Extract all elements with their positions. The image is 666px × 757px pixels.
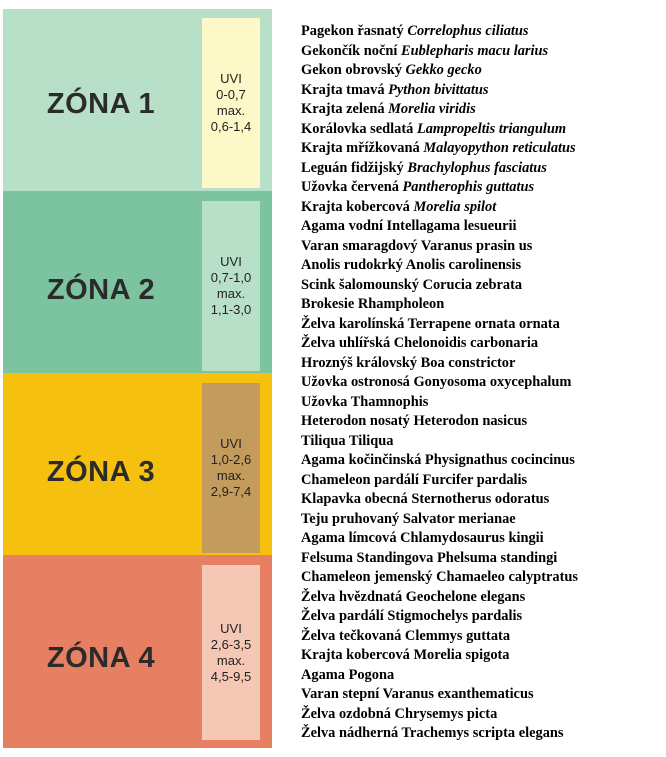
species-common-name: Klapavka obecná Sternotherus odoratus <box>301 491 550 507</box>
species-row <box>301 451 661 471</box>
species-common-name: Krajta mřížkovaná <box>301 140 424 156</box>
species-row <box>301 510 661 530</box>
species-common-name: Krajta kobercová Morelia spigota <box>301 647 510 663</box>
species-row <box>301 276 661 296</box>
species-common-name: Varan smaragdový Varanus prasin us <box>301 237 533 254</box>
species-row <box>301 724 661 744</box>
species-row <box>301 685 661 705</box>
species-row <box>301 666 661 686</box>
species-row <box>301 354 661 374</box>
species-row <box>301 490 661 510</box>
zone-4-uvi-label: UVI <box>220 620 242 636</box>
zone-1-uvi-label: UVI <box>220 71 242 86</box>
species-common-name: Krajta zelená <box>301 101 389 117</box>
species-common-name: Želva uhlířská Chelonoidis carbonaria <box>301 335 539 351</box>
species-row <box>301 22 661 42</box>
uv-zones-column <box>3 9 272 748</box>
species-row <box>301 256 661 276</box>
species-common-name: Agama Pogona <box>301 666 395 683</box>
species-common-name: Heterodon nosatý Heterodon nasicus <box>301 413 528 429</box>
species-row <box>301 568 661 588</box>
species-common-name: Užovka ostronosá Gonyosoma oxycephalum <box>301 374 572 390</box>
zone-4-title: ZÓNA 4 <box>46 642 156 674</box>
species-row <box>301 237 661 257</box>
species-common-name: Krajta tmavá <box>301 81 389 98</box>
species-common-name: Brokesie Rhampholeon <box>301 296 445 312</box>
zone-3-max-range: 2,9-7,4 <box>210 484 252 499</box>
zone-1-band <box>3 9 272 191</box>
species-row <box>301 159 661 179</box>
species-common-name: Korálovka sedlatá <box>301 120 417 137</box>
species-row <box>301 100 661 120</box>
species-list <box>301 22 661 744</box>
zone-1-uvi-box <box>202 18 260 188</box>
zone-1-title: ZÓNA 1 <box>46 88 156 120</box>
species-row <box>301 139 661 159</box>
species-row <box>301 412 661 432</box>
species-scientific-name: Lampropeltis triangulum <box>416 120 567 137</box>
zone-4-band <box>3 555 272 748</box>
species-scientific-name: Morelia spilot <box>413 198 497 215</box>
species-common-name: Pagekon řasnatý <box>301 23 408 39</box>
zone-2-max-range: 1,1-3,0 <box>210 302 252 317</box>
zone-3-uvi-box <box>202 383 260 553</box>
species-row <box>301 178 661 198</box>
species-common-name: Užovka Thamnophis <box>301 393 429 410</box>
species-row <box>301 471 661 491</box>
zone-4-uvi-box <box>202 565 260 740</box>
species-row <box>301 120 661 140</box>
species-row <box>301 217 661 237</box>
species-row <box>301 646 661 666</box>
zone-2-band <box>3 191 272 373</box>
species-scientific-name: Malayopython reticulatus <box>423 140 576 156</box>
zone-3-title: ZÓNA 3 <box>46 456 156 488</box>
zone-4-max-range: 4,5-9,5 <box>210 668 252 684</box>
species-common-name: Agama límcová Chlamydosaurus kingii <box>301 530 544 546</box>
species-common-name: Želva tečkovaná Clemmys guttata <box>301 627 511 644</box>
species-row <box>301 373 661 393</box>
species-row <box>301 627 661 647</box>
species-common-name: Užovka červená <box>301 179 403 195</box>
species-common-name: Teju pruhovaný Salvator merianae <box>301 510 516 527</box>
species-row <box>301 334 661 354</box>
zone-4-uvi-range: 2,6-3,5 <box>210 636 252 652</box>
species-common-name: Krajta kobercová <box>301 198 414 215</box>
species-row <box>301 42 661 62</box>
zone-1-max-range: 0,6-1,4 <box>210 119 252 134</box>
species-common-name: Scink šalomounský Corucia zebrata <box>301 276 523 293</box>
zone-1-max-label: max. <box>216 103 246 118</box>
zone-3-max-label: max. <box>216 468 246 483</box>
species-common-name: Anolis rudokrký Anolis carolinensis <box>301 257 522 273</box>
species-scientific-name: Morelia viridis <box>388 101 476 117</box>
species-row <box>301 607 661 627</box>
species-common-name: Gekončík noční <box>301 42 401 59</box>
species-scientific-name: Brachylophus fasciatus <box>407 159 547 176</box>
species-common-name: Felsuma Standingova Phelsuma standingi <box>301 549 558 566</box>
species-row <box>301 588 661 608</box>
species-row <box>301 81 661 101</box>
species-common-name: Želva hvězdnatá Geochelone elegans <box>301 588 526 605</box>
species-scientific-name: Gekko gecko <box>405 62 482 78</box>
species-row <box>301 198 661 218</box>
species-scientific-name: Pantherophis guttatus <box>402 179 535 195</box>
species-common-name: Želva karolínská Terrapene ornata ornata <box>301 315 560 332</box>
species-common-name: Varan stepní Varanus exanthematicus <box>301 686 534 702</box>
zone-3-uvi-range: 1,0-2,6 <box>210 452 252 467</box>
species-row <box>301 61 661 81</box>
species-row <box>301 529 661 549</box>
zone-2-uvi-range: 0,7-1,0 <box>210 270 252 285</box>
species-common-name: Agama vodní Intellagama lesueurii <box>301 218 517 234</box>
zone-2-title: ZÓNA 2 <box>46 274 156 306</box>
species-common-name: Tiliqua Tiliqua <box>301 432 394 449</box>
zone-2-max-label: max. <box>216 286 246 301</box>
species-row <box>301 393 661 413</box>
species-common-name: Gekon obrovský <box>301 62 406 78</box>
zone-2-uvi-label: UVI <box>220 254 242 269</box>
species-common-name: Hroznýš královský Boa constrictor <box>301 354 516 371</box>
zone-2-uvi-box <box>202 201 260 371</box>
species-row <box>301 549 661 569</box>
species-common-name: Želva ozdobná Chrysemys picta <box>301 705 498 722</box>
species-row <box>301 432 661 452</box>
zone-4-max-label: max. <box>216 652 246 668</box>
zone-1-uvi-range: 0-0,7 <box>216 87 246 102</box>
species-row <box>301 315 661 335</box>
species-common-name: Chameleon pardálí Furcifer pardalis <box>301 471 528 488</box>
species-common-name: Želva pardálí Stigmochelys pardalis <box>301 608 523 624</box>
species-common-name: Chameleon jemenský Chamaeleo calyptratus <box>301 569 578 585</box>
species-scientific-name: Correlophus ciliatus <box>407 23 529 39</box>
species-common-name: Leguán fidžijský <box>301 159 408 176</box>
zone-3-uvi-label: UVI <box>220 436 242 451</box>
species-common-name: Agama kočinčinská Physignathus cocincinus <box>301 452 575 468</box>
species-row <box>301 295 661 315</box>
zone-3-band <box>3 373 272 555</box>
species-scientific-name: Eublepharis macu larius <box>400 42 549 59</box>
species-scientific-name: Python bivittatus <box>388 81 489 98</box>
species-row <box>301 705 661 725</box>
species-common-name: Želva nádherná Trachemys scripta elegans <box>301 725 564 741</box>
